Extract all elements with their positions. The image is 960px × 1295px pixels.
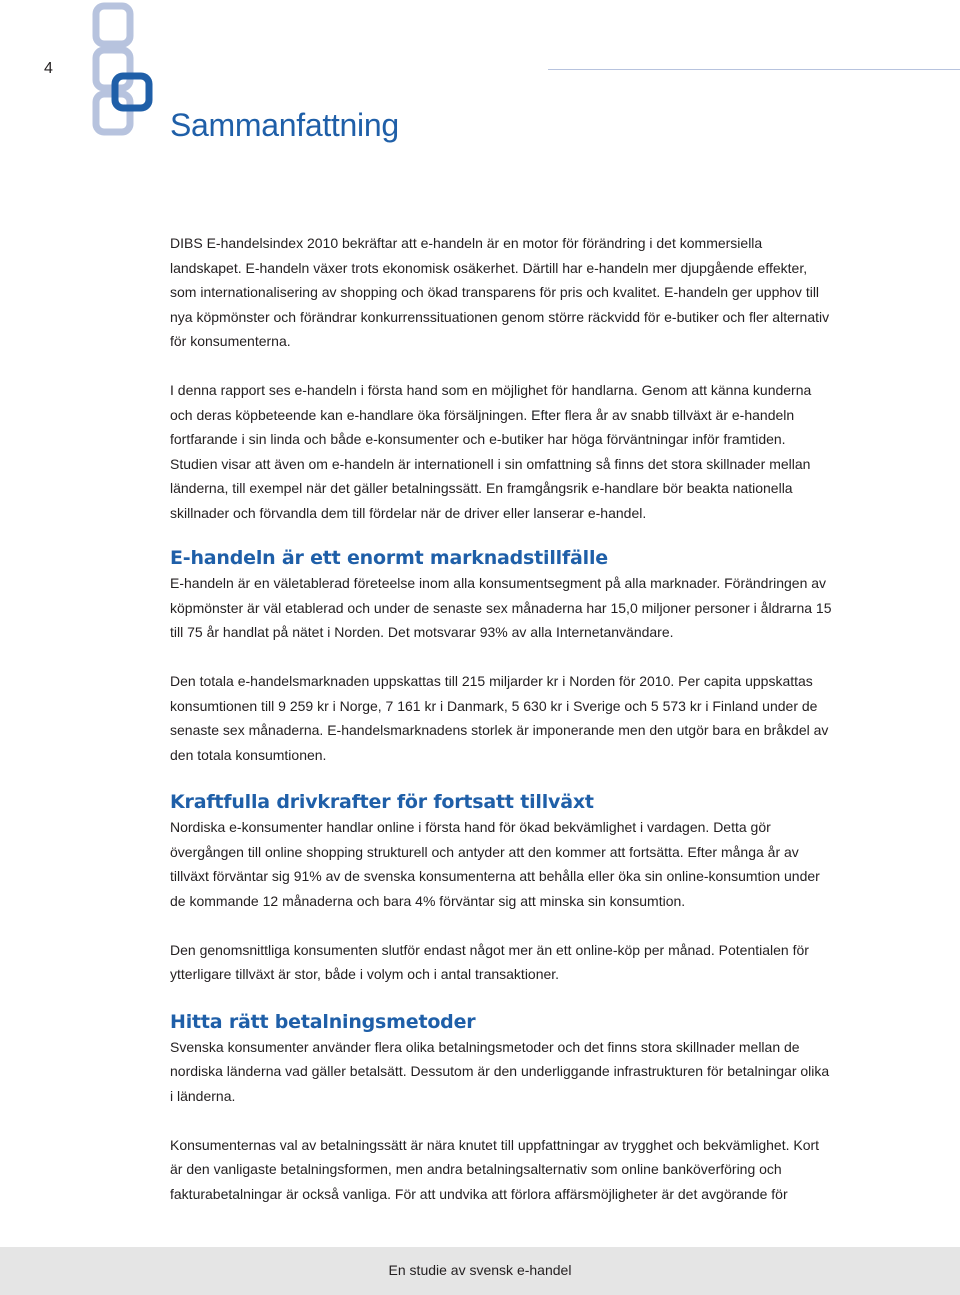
section-paragraph: Nordiska e-konsumenter handlar online i första hand för ökad bekvämlighet i vardagen. Detta gör övergången till online shopping strukturell och antyder att den kommer att fortsätta. Efter många år av tillväxt förväntar sig 91% av de svenska konsumenterna att behålla eller öka sin online-konsumtion under de kommande 12 månaderna och bara 4% förväntar sig att minska sin konsumtion. xyxy=(170,819,820,909)
section-heading: Hitta rätt betalningsmetoder xyxy=(170,1010,476,1033)
page-title: Sammanfattning xyxy=(170,107,399,143)
section-heading: E-handeln är ett enormt marknadstillfälle xyxy=(170,547,608,569)
body-text xyxy=(170,231,835,1206)
section-heading: Kraftfulla drivkrafter för fortsatt tillväxt xyxy=(170,791,594,813)
section-paragraph: Svenska konsumenter använder flera olika betalningsmetoder och det finns stora skillnader mellan de nordiska länderna vad gäller betalsätt. Dessutom är den underliggande infrastrukturen för betalningar olika i länderna. xyxy=(170,1038,830,1104)
footer-text: En studie av svensk e-handel xyxy=(388,1262,572,1278)
chain-logo-icon xyxy=(88,0,160,142)
section-paragraph: Den genomsnittliga konsumenten slutför endast något mer än ett online-köp per månad. Potentialen för ytterligare tillväxt är stor, både i volym och i antal transaktioner. xyxy=(170,941,809,982)
page-number: 4 xyxy=(44,60,53,77)
section-paragraph: E-handeln är en väletablerad företeelse inom alla konsumentsegment på alla marknader. Förändringen av köpmönster är väl etablerad och under de senaste sex månaderna har 15,0 miljoner personer i åldrarna 15 till 75 år handlat på nätet i Norden. Det motsvarar 93% av alla Internetanvändare. xyxy=(170,575,832,640)
footer-bar xyxy=(0,1247,960,1295)
header-rule xyxy=(548,69,960,70)
section-paragraph: Den totala e-handelsmarknaden uppskattas till 215 miljarder kr i Norden för 2010. Per capita uppskattas konsumtionen till 9 259 kr i Norge, 7 161 kr i Danmark, 5 630 kr i Sverige och 5 573 kr i Finland under de senaste sex månaderna. E-handelsmarknadens storlek är imponerande men den utgör bara en bråkdel av den totala konsumtionen. xyxy=(170,673,829,763)
intro-paragraph: DIBS E-handelsindex 2010 bekräftar att e-handeln är en motor för förändring i det kommersiella landskapet. E-handeln växer trots ekonomisk osäkerhet. Därtill har e-handeln mer djupgående effekter, som internationalisering av shopping och ökad transparens för pris och kvalitet. E-handeln ger upphov till nya köpmönster och förändrar konkurrenssituationen genom större räckvidd för e-butiker och fler alternativ för konsumenterna. xyxy=(170,235,830,349)
intro-paragraph: I denna rapport ses e-handeln i första hand som en möjlighet för handlarna. Genom att känna kunderna och deras köpbeteende kan e-handlare öka försäljningen. Efter flera år av snabb tillväxt är e-handeln fortfarande i sin linda och både e-konsumenter och e-butiker har höga förväntningar inför framtiden. Studien visar att även om e-handeln är internationell i sin omfattning så finns det stora skillnader mellan länderna, till exempel när det gäller betalningssätt. En framgångsrik e-handlare bör beakta nationella skillnader och förvandla dem till fördelar när de driver eller lanserar e-handel. xyxy=(170,382,812,521)
section-paragraph: Konsumenternas val av betalningssätt är nära knutet till uppfattningar av trygghet och bekvämlighet. Kort är den vanligaste betalningsformen, men andra betalningsalternativ som online banköverföring och fakturabetalningar är också vanliga. För att undvika att förlora affärsmöjligheter är det avgörande för xyxy=(170,1136,820,1202)
